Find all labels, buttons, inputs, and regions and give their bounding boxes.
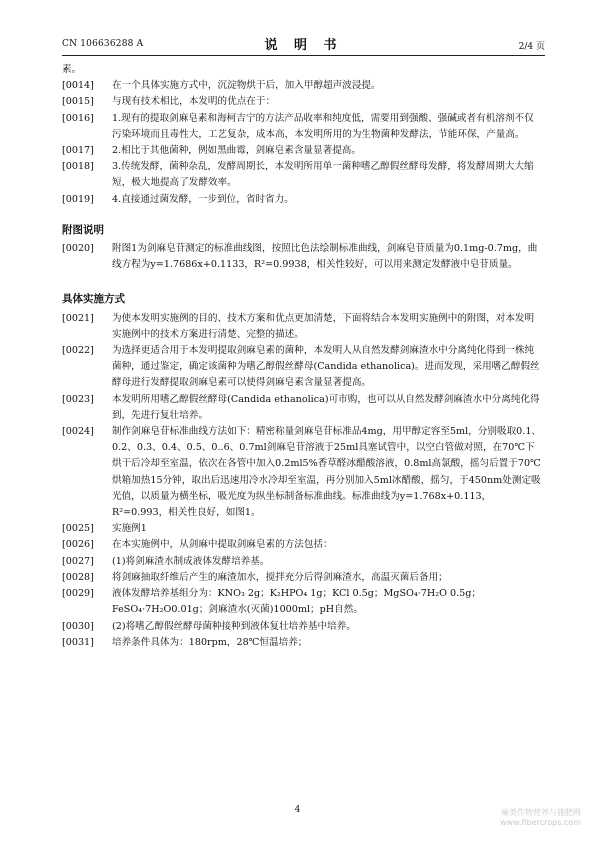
- paragraph-text: 在一个具体实施方式中，沉淀物烘干后，加入甲醇超声波浸提。: [112, 80, 381, 92]
- paragraph-number: [0016]: [62, 112, 94, 124]
- paragraph-number: [0031]: [62, 636, 94, 648]
- paragraph-number: [0022]: [62, 345, 94, 357]
- paragraph: [62, 521, 543, 537]
- paragraph-text: 制作剑麻皂苷标准曲线方法如下：精密称量剑麻皂苷标准品4mg，用甲醇定容至5ml，分别吸取0.1、0.2、0.3、0.4、0.5、0..6、0.7ml剑麻皂苷溶液于25ml具塞试管中，以空白管做对照，在70℃下烘干后冷却至室温，依次在各管中加入0.2ml5%香草醛冰醋酸溶液，0.8ml高氯酸，摇匀后置于70℃烘箱加热15分钟，取出后迅速用冷水冷却至室温，再分别加入5ml冰醋酸，摇匀，于450nm处测定吸光值，以质量为横坐标，吸光度为纵坐标制备标准曲线。标准曲线为y=1.768x+0.113，R²=0.993，相关性良好，如图1。: [112, 426, 542, 519]
- paragraph-group-embodiments: [62, 311, 543, 651]
- paragraph: [62, 241, 543, 273]
- paragraph-text: (1)将剑麻渣水制成液体发酵培养基。: [112, 555, 270, 567]
- paragraph: [62, 586, 543, 618]
- document-body: [62, 62, 543, 651]
- paragraph: [62, 311, 543, 343]
- paragraph-text: 4.直接通过菌发酵，一步到位，省时省力。: [112, 193, 294, 205]
- paragraph-number: [0030]: [62, 620, 94, 632]
- paragraph-text: 在本实施例中，从剑麻中提取剑麻皂素的方法包括：: [112, 539, 333, 551]
- paragraph-text: 液体发酵培养基组分为：KNO₃ 2g；K₂HPO₄ 1g；KCl 0.5g；MgSO₄·7H₂O 0.5g；FeSO₄·7H₂O0.01g；剑麻渣水(灭菌)1000ml；pH自然。: [112, 588, 482, 616]
- paragraph: [62, 343, 543, 392]
- paragraph-group-advantages: [62, 78, 543, 208]
- document-title: 说 明 书: [264, 38, 343, 53]
- paragraph-text: 为选择更适合用于本发明提取剑麻皂素的菌种，本发明人从自然发酵剑麻渣水中分离纯化得到一株纯菌种，通过鉴定，确定该菌种为嗜乙醇假丝酵母(Candida ethanolica)。进而发现，采用嗜乙醇假丝酵母进行发酵提取剑麻皂素可以使得剑麻皂素含量显著提高。: [112, 345, 540, 389]
- page-header: [62, 32, 545, 54]
- paragraph-number: [0027]: [62, 555, 94, 567]
- paragraph-text: 2.相比于其他菌种，例如黑曲霉，剑麻皂素含量显著提高。: [112, 145, 361, 157]
- paragraph: [62, 143, 543, 159]
- patent-number: CN 106636288 A: [62, 39, 144, 49]
- paragraph-number: [0018]: [62, 161, 94, 173]
- paragraph-text: 将剑麻抽取纤维后产生的麻渣加水，搅拌充分后得剑麻渣水，高温灭菌后备用；: [112, 571, 448, 583]
- section-heading-figures: 附图说明: [62, 223, 104, 236]
- paragraph-text: 为使本发明实施例的目的、技术方案和优点更加清楚，下面将结合本发明实施例中的附图，对本发明实施例中的技术方案进行清楚、完整的描述。: [112, 312, 535, 340]
- paragraph-number: [0025]: [62, 523, 94, 535]
- paragraph-number: [0014]: [62, 80, 94, 92]
- paragraph-number: [0021]: [62, 312, 94, 324]
- continuation-text: 素。: [62, 64, 82, 75]
- page-number: 4: [294, 805, 301, 815]
- paragraph-text: 3.传统发酵，菌种杂乱，发酵周期长，本发明所用单一菌种嗜乙醇假丝酵母发酵，将发酵周期大大缩短，极大地提高了发酵效率。: [112, 161, 534, 189]
- paragraph-text: 1.现有的提取剑麻皂素和海柯吉宁的方法产品收率和纯度低，需要用到强酸、强碱或者有机溶剂不仅污染环境而且毒性大，工艺复杂，成本高，本发明所用的为生物菌种发酵法，节能环保，产量高。: [112, 112, 534, 140]
- paragraph-number: [0024]: [62, 426, 94, 438]
- paragraph: [62, 424, 543, 521]
- paragraph-text: (2)将嗜乙醇假丝酵母菌种接种到液体复壮培养基中培养。: [112, 620, 356, 632]
- paragraph: [62, 159, 543, 191]
- paragraph: [62, 635, 543, 651]
- paragraph-text: 本发明所用嗜乙醇假丝酵母(Candida ethanolica)可市购，也可以从自然发酵剑麻渣水中分离纯化得到，先进行复壮培养。: [112, 393, 540, 421]
- header-rule: [62, 55, 545, 56]
- section-heading-embodiments: 具体实施方式: [62, 293, 125, 306]
- paragraph: [62, 554, 543, 570]
- paragraph-text: 培养条件具体为：180rpm，28℃恒温培养；: [112, 636, 308, 648]
- paragraph: [62, 192, 543, 208]
- paragraph-number: [0023]: [62, 393, 94, 405]
- paragraph-text: 实施例1: [112, 523, 147, 535]
- paragraph: [62, 537, 543, 553]
- paragraph: [62, 392, 543, 424]
- paragraph-number: [0017]: [62, 145, 94, 157]
- paragraph: [62, 111, 543, 143]
- paragraph-number: [0019]: [62, 193, 94, 205]
- paragraph-number: [0026]: [62, 539, 94, 551]
- paragraph-number: [0015]: [62, 96, 94, 108]
- watermark-url: www.fibercrops.com: [500, 818, 581, 827]
- paragraph: [62, 94, 543, 110]
- watermark-title: 麻类作物营养与施肥网: [501, 808, 581, 817]
- paragraph-number: [0029]: [62, 588, 94, 600]
- paragraph-number: [0020]: [62, 243, 94, 255]
- watermark: [500, 808, 581, 828]
- paragraph-text: 附图1为剑麻皂苷测定的标准曲线图，按照比色法绘制标准曲线，剑麻皂苷质量为0.1mg-0.7mg，曲线方程为y=1.7686x+0.1133，R²=0.9938，相关性较好，可以用来测定发酵液中皂苷质量。: [112, 243, 538, 271]
- paragraph-group-figures: [62, 241, 543, 273]
- paragraph-text: 与现有技术相比，本发明的优点在于：: [112, 96, 276, 108]
- paragraph: [62, 78, 543, 94]
- paragraph: [62, 570, 543, 586]
- paragraph: [62, 619, 543, 635]
- page-indicator: 2/4 页: [518, 42, 545, 52]
- paragraph-number: [0028]: [62, 571, 94, 583]
